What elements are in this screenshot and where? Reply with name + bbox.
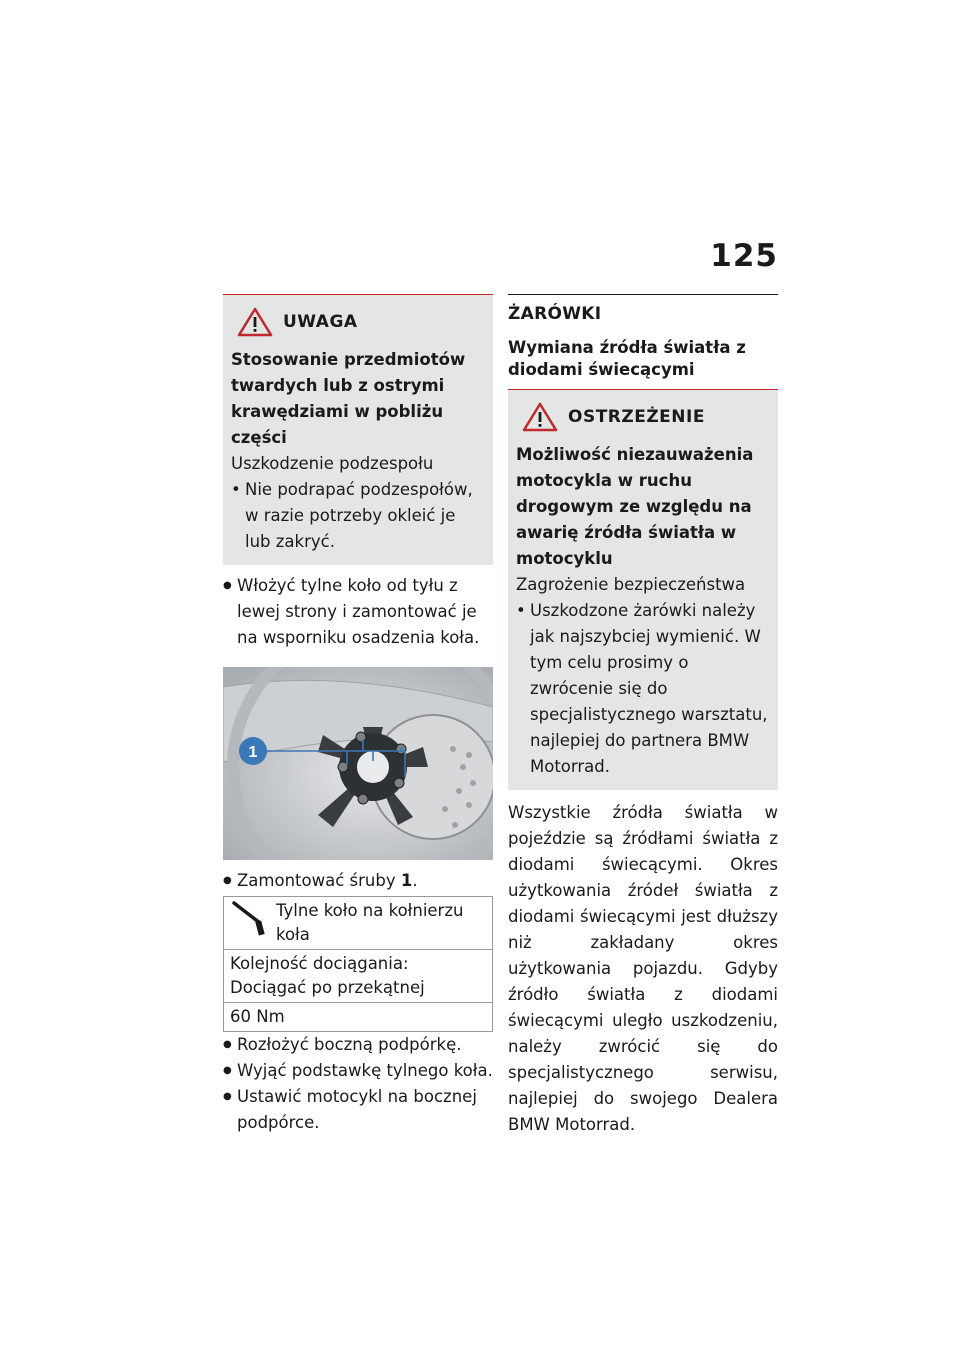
- step-list-3: [223, 1032, 493, 1136]
- table-row: [224, 950, 493, 1003]
- step-item: ● Wyjąć podstawkę tylnego koła.: [223, 1058, 493, 1084]
- table-row: [224, 1003, 493, 1032]
- step-item: ● Rozłożyć boczną podpórkę.: [223, 1032, 493, 1058]
- sub-title: Wymiana źródła światła z diodami świecącymi: [508, 338, 746, 379]
- step-end: .: [412, 871, 418, 890]
- spec-title: Tylne koło na kołnierzu koła: [276, 901, 464, 944]
- step-item: [223, 868, 493, 894]
- right-column: [508, 294, 778, 1138]
- warning-bullet: • Uszkodzone żarówki należy jak najszybciej wymienić. W tym celu prosimy o zwrócenie się do specjalistycznego warsztatu, najlepiej do partnera BMW Motorrad.: [516, 598, 770, 780]
- notice-box: [223, 294, 493, 565]
- spec-title-cell: [224, 897, 493, 950]
- notice-header: [231, 307, 485, 337]
- wheel-hub-figure: [223, 667, 493, 860]
- torque-wrench-icon: [230, 899, 270, 939]
- warning-header: [516, 402, 770, 432]
- notice-consequence: Uszkodzenie podzespołu: [231, 454, 434, 473]
- warning-bullets: [516, 598, 770, 780]
- figure-callout-1: 1: [248, 744, 258, 761]
- step-ref: 1: [400, 871, 413, 890]
- warning-cause: Możliwość niezauważenia motocykla w ruchu drogowym ze względu na awarię źródła światła w motocyklu: [516, 445, 754, 568]
- warning-triangle-icon: [237, 307, 273, 337]
- step-list-1: [223, 573, 493, 651]
- wheel-hub-illustration: [223, 667, 493, 860]
- warning-box: [508, 389, 778, 790]
- page-number: 125: [710, 238, 778, 274]
- notice-bullet: • Nie podrapać podzespołów, w razie potrzeby okleić je lub zakryć.: [231, 477, 485, 555]
- spec-torque: 60 Nm: [224, 1003, 493, 1032]
- left-column: [223, 294, 493, 1136]
- step-item: ● Włożyć tylne koło od tyłu z lewej strony i zamontować je na wsporniku osadzenia koła.: [223, 573, 493, 651]
- spec-sequence: Kolejność dociągania: Dociągać po przekątnej: [224, 950, 493, 1003]
- section-title: ŻARÓWKI: [508, 294, 778, 327]
- notice-bullets: [231, 477, 485, 555]
- warning-triangle-icon: [522, 402, 558, 432]
- notice-title: UWAGA: [283, 312, 358, 332]
- step-list-2: [223, 868, 493, 894]
- body-paragraph: Wszystkie źródła światła w pojeździe są źródłami światła z diodami świecącymi. Okres użytkowania źródeł światła z diodami świecącymi jest dłuższy niż zakładany okres użytkowania pojazdu. Gdyby źródło światła z diodami świecącymi uległo uszkodzeniu, należy zwrócić się do specjalistycznego serwisu, najlepiej do swojego Dealera BMW Motorrad.: [508, 803, 778, 1134]
- table-row: [224, 897, 493, 950]
- step-item: ● Ustawić motocykl na bocznej podpórce.: [223, 1084, 493, 1136]
- torque-spec-table: [223, 896, 493, 1032]
- step-text: Zamontować śruby: [237, 871, 401, 890]
- warning-title: OSTRZEŻENIE: [568, 407, 705, 427]
- notice-cause: Stosowanie przedmiotów twardych lub z ostrymi krawędziami w pobliżu części: [231, 350, 466, 447]
- warning-consequence: Zagrożenie bezpieczeństwa: [516, 575, 746, 594]
